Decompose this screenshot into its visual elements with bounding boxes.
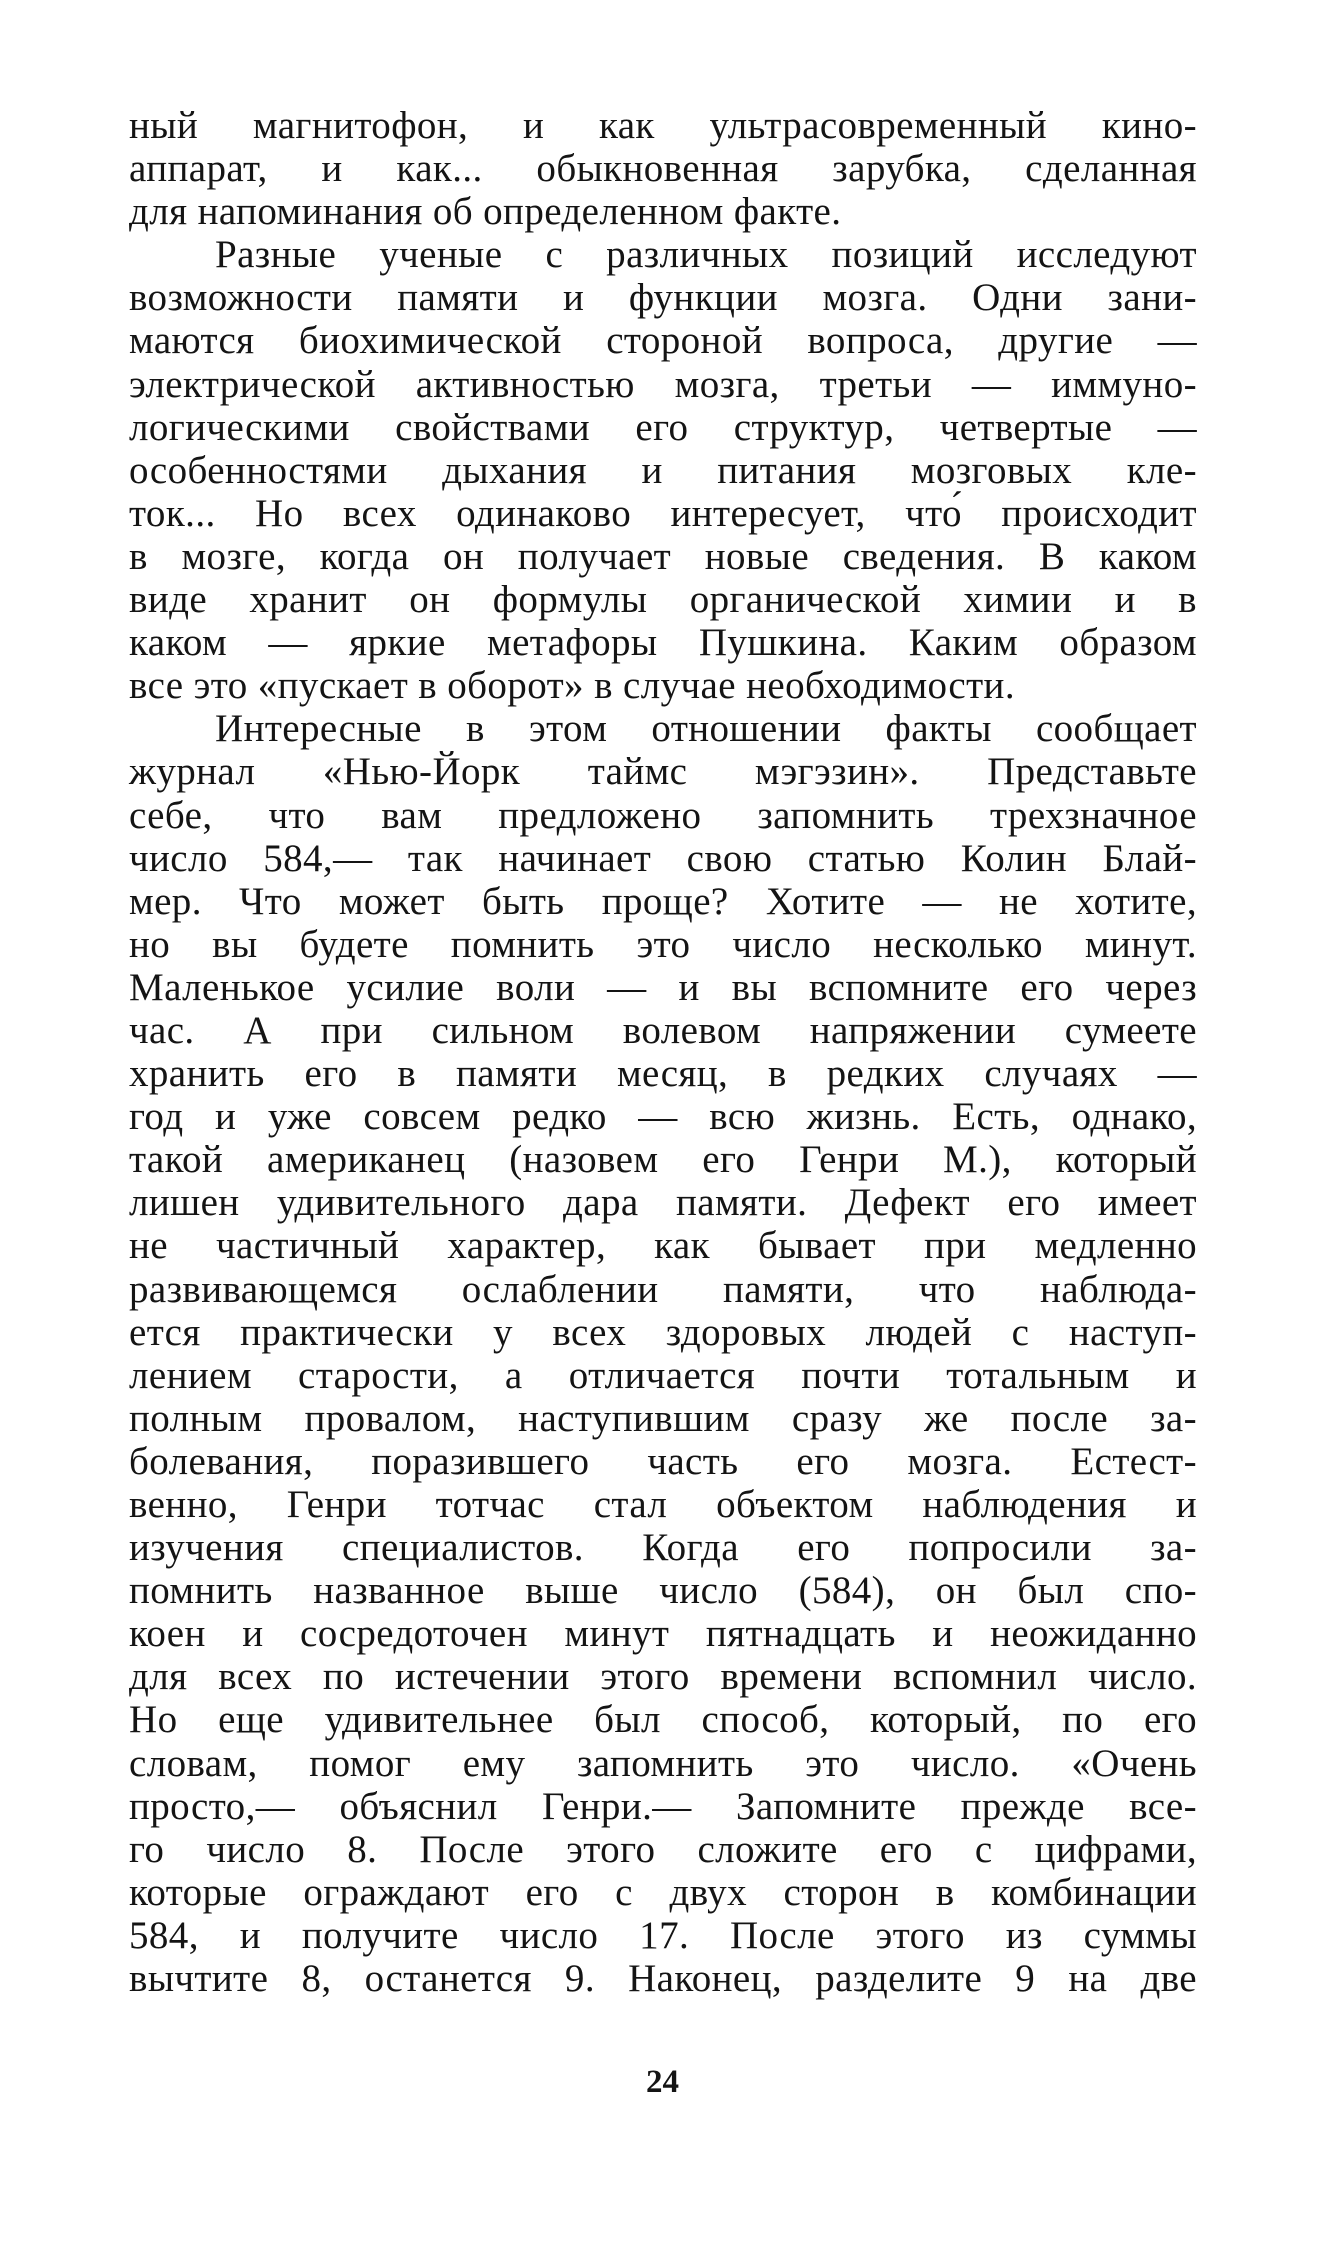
page-body (129, 104, 1197, 2000)
text-line: каком — яркие метафоры Пушкина. Каким образом (129, 621, 1197, 665)
text-line: Но еще удивительнее был способ, который, по его (129, 1698, 1197, 1742)
text-line: час. А при сильном волевом напряжении сумеете (129, 1008, 1197, 1052)
text-line: виде хранит он формулы органической химии и в (129, 578, 1197, 622)
text-line: ток... Но всех одинаково интересует, что́ происходит (129, 491, 1197, 535)
text-line: развивающемся ослаблении памяти, что наблюда- (129, 1267, 1197, 1311)
text-line: себе, что вам предложено запомнить трехзначное (129, 793, 1197, 837)
text-line: венно, Генри тотчас стал объектом наблюдения и (129, 1483, 1197, 1526)
text-line: ется практически у всех здоровых людей с наступ- (129, 1310, 1197, 1354)
text-line: го число 8. После этого сложите его с цифрами, (129, 1827, 1197, 1871)
text-line: все это «пускает в оборот» в случае необходимости. (129, 664, 1015, 708)
text-line: хранить его в памяти месяц, в редких случаях — (129, 1052, 1197, 1096)
paragraph-1 (129, 104, 1197, 233)
text-line: такой американец (назовем его Генри М.), который (129, 1138, 1197, 1182)
text-line: вычтите 8, останется 9. Наконец, разделите 9 на две (129, 1957, 1197, 2001)
text-line: для всех по истечении этого времени вспомнил число. (129, 1655, 1197, 1699)
text-line: лишен удивительного дара памяти. Дефект его имеет (129, 1181, 1197, 1225)
text-line: число 584,— так начинает свою статью Колин Блай- (129, 836, 1197, 880)
text-line: маются биохимической стороной вопроса, другие — (129, 319, 1197, 363)
text-line: помнить названное выше число (584), он был спо- (129, 1569, 1197, 1613)
page-number: 24 (646, 2064, 679, 2100)
text-line: не частичный характер, как бывает при медленно (129, 1224, 1197, 1268)
text-line: Интересные в этом отношении факты сообщает (215, 707, 1197, 751)
text-line: полным провалом, наступившим сразу же после за- (129, 1396, 1197, 1440)
paragraph-2 (129, 233, 1197, 707)
text-line: которые ограждают его с двух сторон в комбинации (129, 1870, 1197, 1914)
text-line: 584, и получите число 17. После этого из суммы (129, 1913, 1197, 1957)
text-line: Маленькое усилие воли — и вы вспомните его через (129, 965, 1197, 1009)
text-line: коен и сосредоточен минут пятнадцать и неожиданно (129, 1612, 1197, 1656)
text-line: лением старости, а отличается почти тотальным и (129, 1353, 1197, 1397)
text-line: для напоминания об определенном факте. (129, 190, 842, 234)
text-line: в мозге, когда он получает новые сведения. В каком (129, 534, 1197, 578)
text-line: возможности памяти и функции мозга. Одни зани- (129, 276, 1197, 320)
text-line: ный магнитофон, и как ультрасовременный кино- (129, 104, 1197, 147)
text-line: Разные ученые с различных позиций исследуют (215, 233, 1197, 277)
text-line: журнал «Нью-Йорк таймс мэгэзин». Представьте (129, 750, 1197, 794)
text-line: мер. Что может быть проще? Хотите — не хотите, (129, 879, 1197, 923)
text-line: болевания, поразившего часть его мозга. Естест- (129, 1439, 1197, 1483)
text-line: словам, помог ему запомнить это число. «Очень (129, 1741, 1197, 1785)
text-line: электрической активностью мозга, третьи — иммуно- (129, 362, 1197, 406)
paragraph-3 (129, 707, 1197, 2000)
text-line: логическими свойствами его структур, четвертые — (129, 405, 1197, 449)
text-line: аппарат, и как... обыкновенная зарубка, сделанная (129, 147, 1197, 191)
text-line: просто,— объяснил Генри.— Запомните прежде все- (129, 1784, 1197, 1828)
text-line: но вы будете помнить это число несколько минут. (129, 922, 1197, 966)
text-line: год и уже совсем редко — всю жизнь. Есть, однако, (129, 1095, 1197, 1139)
text-line: изучения специалистов. Когда его попросили за- (129, 1526, 1197, 1570)
text-line: особенностями дыхания и питания мозговых кле- (129, 448, 1197, 492)
